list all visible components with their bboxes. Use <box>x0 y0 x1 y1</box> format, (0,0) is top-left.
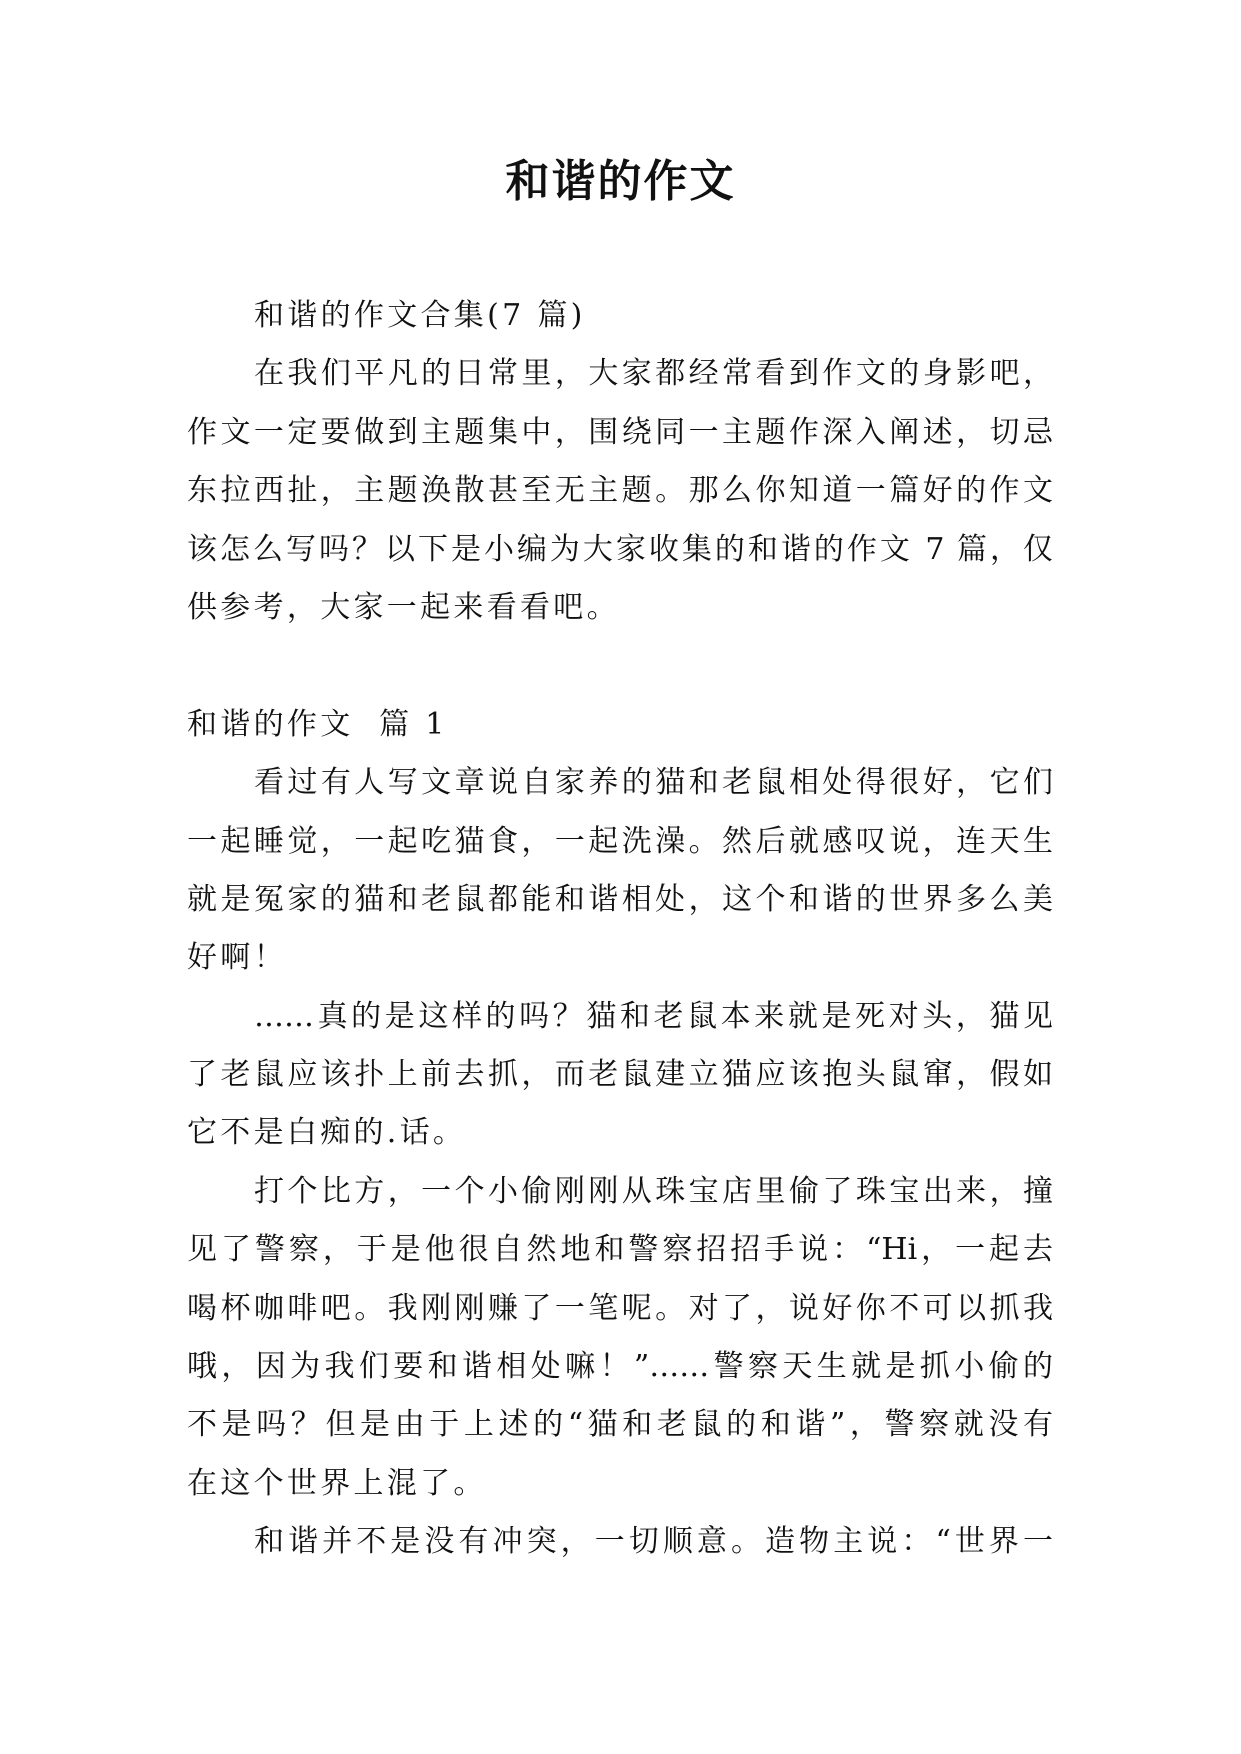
paragraph-line: 了老鼠应该扑上前去抓，而老鼠建立猫应该抱头鼠窜，假如 <box>187 1057 1053 1093</box>
essay-heading: 和谐的作文 篇 1 <box>187 706 448 742</box>
paragraph-line: 打个比方，一个小偷刚刚从珠宝店里偷了珠宝出来，撞 <box>254 1173 1053 1209</box>
paragraph-line: 就是冤家的猫和老鼠都能和谐相处，这个和谐的世界多么美 <box>187 881 1053 917</box>
paragraph-line: ……真的是这样的吗？猫和老鼠本来就是死对头，猫见 <box>254 998 1053 1034</box>
intro-paragraph <box>187 345 1053 637</box>
essay-paragraph-4 <box>187 1513 1053 1571</box>
paragraph-line: 东拉西扯，主题涣散甚至无主题。那么你知道一篇好的作文 <box>187 473 1053 509</box>
paragraph-line: 该怎么写吗？以下是小编为大家收集的和谐的作文 7 篇，仅 <box>187 531 1053 567</box>
paragraph-line: 在我们平凡的日常里，大家都经常看到作文的身影吧， <box>254 356 1053 392</box>
paragraph-line: 不是吗？但是由于上述的“猫和老鼠的和谐”，警察就没有 <box>187 1407 1053 1443</box>
essay-paragraph-2 <box>187 988 1053 1163</box>
paragraph-line: 在这个世界上混了。 <box>187 1465 487 1501</box>
paragraph-line: 看过有人写文章说自家养的猫和老鼠相处得很好，它们 <box>254 765 1053 801</box>
paragraph-line: 它不是白痴的.话。 <box>187 1115 467 1151</box>
paragraph-line: 作文一定要做到主题集中，围绕同一主题作深入阐述，切忌 <box>187 414 1053 450</box>
paragraph-line: 一起睡觉，一起吃猫食，一起洗澡。然后就感叹说，连天生 <box>187 823 1053 859</box>
document-title: 和谐的作文 <box>505 156 736 207</box>
paragraph-line: 好啊！ <box>187 940 287 976</box>
collection-heading: 和谐的作文合集(7 篇) <box>254 298 586 333</box>
essay-paragraph-1 <box>187 754 1053 988</box>
paragraph-line: 哦，因为我们要和谐相处嘛！”……警察天生就是抓小偷的 <box>187 1349 1053 1385</box>
paragraph-line: 供参考，大家一起来看看吧。 <box>187 589 620 625</box>
document-body <box>187 287 1053 1572</box>
paragraph-line: 和谐并不是没有冲突，一切顺意。造物主说：“世界一 <box>254 1524 1053 1560</box>
blank-line <box>187 637 1053 695</box>
paragraph-line: 喝杯咖啡吧。我刚刚赚了一笔呢。对了，说好你不可以抓我 <box>187 1290 1053 1326</box>
essay-paragraph-3 <box>187 1163 1053 1513</box>
paragraph-line: 见了警察，于是他很自然地和警察招招手说：“Hi，一起去 <box>187 1232 1053 1268</box>
